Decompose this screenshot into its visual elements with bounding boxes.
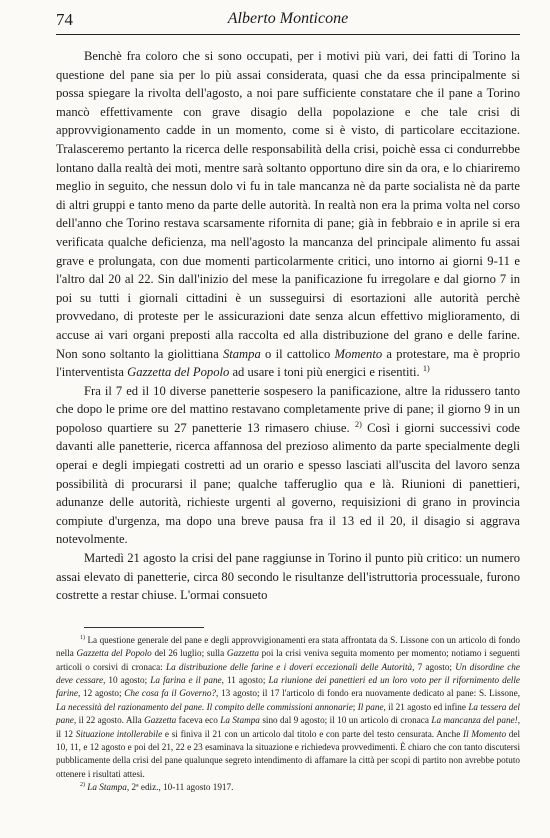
newspaper-gazzetta: Gazzetta del Popolo — [127, 365, 230, 380]
footnote-marker: 2) — [80, 782, 85, 789]
footnote-2: $^{2)}$ La Stampa, 2ª ediz., 10-11 agosto 1917. — [80, 782, 234, 793]
page — [0, 8, 550, 838]
page-number: 74 — [56, 10, 73, 29]
paragraph-2: Fra il 7 ed il 10 diverse panetterie sospesero la panificazione, altre la ridussero tanto che dopo le prime ore del mattino restavano completamente prive di pane; il giorno 9 in un popoloso quartiere su 27 panetterie 13 rimasero chiuse. $^{2)}$ Così i giorni successivi code davanti alle panetterie, ricerca affannosa del prezioso alimento da parte specialmente degli operai e degli impiegati costretti ad un orario e spesso lasciati all'uscita del lavoro senza possibilità di procurarsi il pane; qualche tafferuglio qua e là. Riunioni di panettieri, adunanze delle autorità, richieste urgenti al governo, requisizioni di grano in provincia compiute d'urgenza, ma dopo una breve pausa fra il 13 ed il 20, il disagio si aggrava notevolmente. — [56, 383, 520, 547]
newspaper-stampa: Stampa — [222, 346, 261, 361]
footnote-divider — [84, 627, 204, 628]
footnote-ref-1: 1) — [422, 363, 430, 373]
paragraph-3: Martedì 21 agosto la crisi del pane raggiunse in Torino il punto più critico: un numero assai elevato di panetterie, circa 80 secondo le risultanze dell'istruttoria processuale, furono costrette a restar chiuse. L'ormai consueto — [56, 551, 520, 603]
footnote-marker: 1) — [80, 634, 85, 641]
body-text — [56, 47, 520, 605]
footnotes — [56, 634, 520, 795]
newspaper-momento: Momento — [334, 346, 383, 361]
footnote-ref-2: 2) — [355, 419, 362, 429]
running-title: Alberto Monticone — [227, 10, 349, 27]
page-header — [56, 8, 520, 35]
footnote-1: $^{1)}$ La questione generale del pane e degli approvvigionamenti era stata affrontata da S. Lissone con un articolo di fondo nella Gazzetta del Popolo del 26 luglio; sulla Gazzetta poi la crisi veniva seguita momento per momento; notiamo i seguenti articoli o corsivi di cronaca: La distribuzione delle farine e i doveri eccezionali delle Autorità, 7 agosto; Un disordine che deve cessare, 10 agosto; La farina e il pane, 11 agosto; La riunione dei panettieri ed un loro voto per il rifornimento delle farine, 12 agosto; Che cosa fa il Governo?, 13 agosto; il 17 l'articolo di fondo era nuovamente dedicato al pane: S. Lissone, La necessità del razionamento del pane. Il compito delle commissioni annonarie; Il pane, il 21 agosto ed infine La tessera del pane, il 22 agosto. Alla Gazzetta faceva eco La Stampa sino dal 9 agosto; il 10 un articolo di cronaca La mancanza del pane!, il 12 Situazione intollerabile e si finiva il 21 con un articolo dal titolo e con parte del testo censurata. Anche Il Momento del 10, 11, e 12 agosto e poi del 21, 22 e 23 esaminava la situazione e richiedeva provvedimenti. È chiaro che con tanto discutersi pubblicamente della crisi del pane qualunque segreto intendimento di affamare la città per scopi di partito non avrebbe potuto ottenere i risultati attesi. — [56, 634, 521, 779]
paragraph-1: Benchè fra coloro che si sono occupati, per i motivi più vari, dei fatti di Torino la questione del pane sia per lo più assai considerata, quasi che da essa principalmente si possa spiegare la rivolta dell'agosto, a noi pare sufficiente constatare che il pane a Torino mancò effettivamente con grave disagio della popolazione e che tale crisi di approvvigionamento cadde in un momento, come si è visto, di particolare eccitazione. Tralasceremo pertanto la ricerca delle responsabilità della crisi, poichè essa ci condurrebbe lontano dalla realtà dei moti, mentre sarà soltanto opportuno dire sin da ora, e lo chiariremo meglio in seguito, che nessun dolo vi fu in tale mancanza nè da parte socialista nè da parte di altri gruppi e tanto meno da parte delle autorità. In realtà non era la prima volta nel corso dell'anno che Torino restava scarsamente rifornita di pane; già in febbraio e in aprile si era verificata qualche deficienza, ma nell'agosto la mancanza del principale alimento fu assai grave e prolungata, con due momenti particolarmente critici, uno intorno ai giorni 9-11 e l'altro dal 20 al 22. Sin dall'inizio del mese la panificazione fu irregolare e dal giorno 7 in poi su tutti i giornali cittadini è un susseguirsi di esortazioni alle autorità perchè provvedano, di proteste per le assicurazioni date senza alcun effettivo miglioramento, di accuse ai vari organi preposti alla raccolta ed alla distribuzione del grano e delle farine. Non sono soltanto la giolittiana Stampa o il cattolico Momento a protestare, ma è proprio l'interventista Gazzetta del Popolo ad usare i toni più energici e risentiti. $^{1)}$ — [56, 49, 520, 380]
